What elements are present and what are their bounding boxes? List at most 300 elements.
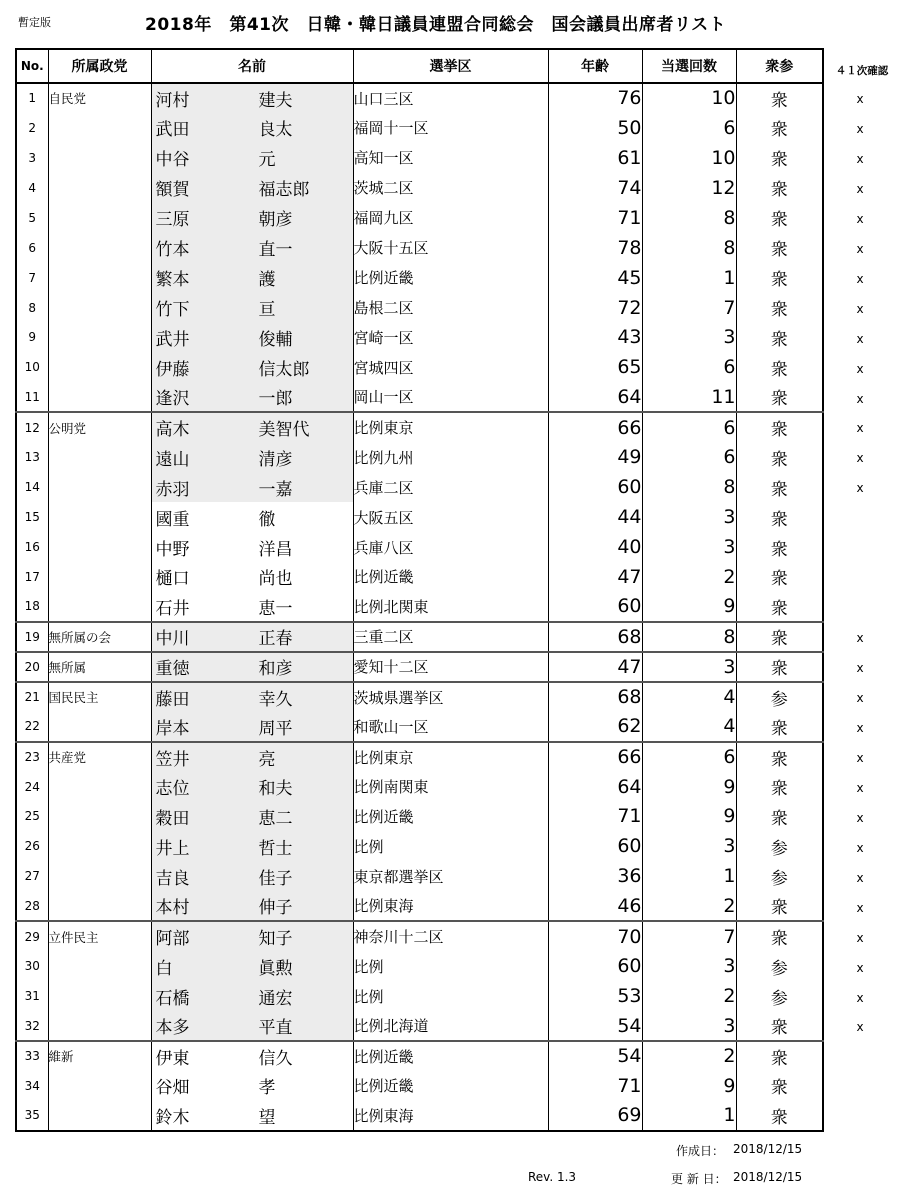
family-name: 本村	[155, 898, 190, 919]
family-name: 額賀	[155, 180, 190, 201]
family-name: 岸本	[155, 718, 190, 739]
name-cell	[151, 502, 353, 532]
times-elected-cell: 6	[642, 742, 736, 772]
check-mark: x	[856, 241, 864, 256]
row-number: 1	[16, 83, 48, 113]
house-cell: 衆	[736, 173, 823, 203]
age-cell: 46	[548, 891, 642, 921]
row-number: 14	[24, 480, 40, 495]
times-elected-cell: 10	[642, 143, 736, 173]
party-cell: 無所属の会	[48, 622, 151, 652]
family-name: 志位	[155, 779, 190, 800]
family-name: 鈴木	[155, 1107, 190, 1128]
district-cell: 比例近畿	[353, 1041, 548, 1071]
check-mark: x	[856, 750, 864, 765]
row-number: 12	[16, 412, 48, 442]
table-row	[16, 891, 823, 921]
house-cell: 衆	[736, 712, 823, 742]
age-cell: 66	[548, 412, 642, 442]
times-elected-cell: 1	[642, 1101, 736, 1131]
party-cell: 立件民主	[48, 921, 151, 951]
family-name: 伊藤	[155, 359, 190, 380]
house-cell: 衆	[736, 293, 823, 323]
district-cell: 大阪五区	[353, 502, 548, 532]
name-cell	[151, 742, 353, 772]
district-cell: 福岡十一区	[353, 113, 548, 143]
row-number: 7	[28, 270, 37, 285]
district-cell: 三重二区	[353, 622, 548, 652]
check-mark: x	[856, 451, 864, 466]
house-cell: 参	[736, 981, 823, 1011]
house-cell: 衆	[736, 113, 823, 143]
table-row	[16, 1101, 823, 1131]
name-cell	[151, 323, 353, 353]
given-name: 俊輔	[258, 329, 293, 350]
party-cell	[48, 1011, 151, 1041]
table-header-row	[16, 49, 823, 83]
times-elected-cell: 8	[642, 203, 736, 233]
table-row	[16, 562, 823, 592]
revision: Rev. 1.3	[528, 1170, 577, 1184]
table-row	[16, 263, 823, 293]
check-mark: x	[856, 780, 864, 795]
house-cell: 衆	[736, 143, 823, 173]
row-number: 17	[24, 569, 40, 584]
row-number: 19	[16, 622, 48, 652]
check-mark: x	[856, 181, 864, 196]
party-cell	[48, 592, 151, 622]
table-row	[16, 622, 823, 652]
row-number: 4	[28, 180, 37, 195]
family-name: 赤羽	[155, 479, 190, 500]
given-name: 信太郎	[258, 359, 310, 380]
given-name: 佳子	[258, 868, 293, 889]
given-name: 和夫	[258, 779, 293, 800]
check-mark: x	[856, 121, 864, 136]
name-cell	[151, 83, 353, 113]
family-name: 石橋	[155, 988, 190, 1009]
check-mark: x	[856, 361, 864, 376]
family-name: 中川	[155, 629, 190, 650]
table-row	[16, 742, 823, 772]
age-cell: 49	[548, 442, 642, 472]
age-cell: 60	[548, 951, 642, 981]
given-name: 哲士	[258, 838, 293, 859]
house-cell: 衆	[736, 233, 823, 263]
check-mark: x	[856, 481, 864, 496]
given-name: 尚也	[258, 569, 293, 590]
row-number: 18	[24, 599, 40, 614]
name-cell	[151, 951, 353, 981]
given-name: 眞勲	[258, 958, 293, 979]
party-cell	[48, 352, 151, 382]
age-cell: 76	[548, 83, 642, 113]
row-number: 22	[24, 719, 40, 734]
age-cell: 70	[548, 921, 642, 951]
district-cell: 比例南関東	[353, 772, 548, 802]
updated-label: 更 新 日：	[671, 1172, 727, 1186]
age-cell: 71	[548, 1071, 642, 1101]
family-name: 武田	[155, 120, 190, 141]
table-row	[16, 772, 823, 802]
family-name: 本多	[155, 1018, 190, 1039]
given-name: 護	[258, 270, 276, 291]
times-elected-cell: 3	[642, 502, 736, 532]
table-row	[16, 1011, 823, 1041]
party-cell	[48, 891, 151, 921]
times-elected-cell: 10	[642, 83, 736, 113]
house-cell: 参	[736, 861, 823, 891]
party-cell	[48, 1101, 151, 1131]
row-number: 33	[16, 1041, 48, 1071]
row-number: 35	[24, 1108, 40, 1123]
col-header-name: 名前	[151, 49, 353, 83]
district-cell: 高知一区	[353, 143, 548, 173]
family-name: 國重	[155, 509, 190, 530]
row-number: 32	[24, 1018, 40, 1033]
district-cell: 比例東京	[353, 742, 548, 772]
age-cell: 69	[548, 1101, 642, 1131]
name-cell	[151, 382, 353, 412]
party-cell	[48, 173, 151, 203]
given-name: 知子	[258, 929, 293, 950]
times-elected-cell: 6	[642, 352, 736, 382]
age-cell: 64	[548, 382, 642, 412]
house-cell: 衆	[736, 442, 823, 472]
name-cell	[151, 562, 353, 592]
house-cell: 衆	[736, 1041, 823, 1071]
age-cell: 66	[548, 742, 642, 772]
given-name: 朝彦	[258, 210, 293, 231]
name-cell	[151, 861, 353, 891]
house-cell: 衆	[736, 263, 823, 293]
table-row	[16, 442, 823, 472]
age-cell: 53	[548, 981, 642, 1011]
given-name: 信久	[258, 1048, 293, 1069]
check-mark: x	[856, 391, 864, 406]
given-name: 洋昌	[258, 539, 293, 560]
district-cell: 愛知十二区	[353, 652, 548, 682]
given-name: 福志郎	[258, 180, 310, 201]
district-cell: 比例九州	[353, 442, 548, 472]
row-number: 5	[28, 210, 37, 225]
name-cell	[151, 682, 353, 712]
col-header-house: 衆参	[736, 49, 823, 83]
age-cell: 78	[548, 233, 642, 263]
district-cell: 岡山一区	[353, 382, 548, 412]
table-row	[16, 412, 823, 442]
age-cell: 54	[548, 1041, 642, 1071]
party-cell	[48, 712, 151, 742]
given-name: 正春	[258, 629, 293, 650]
party-cell	[48, 831, 151, 861]
name-cell	[151, 772, 353, 802]
check-mark: x	[856, 720, 864, 735]
check-mark: x	[856, 810, 864, 825]
age-cell: 45	[548, 263, 642, 293]
name-cell	[151, 203, 353, 233]
age-cell: 40	[548, 532, 642, 562]
district-cell: 兵庫二区	[353, 472, 548, 502]
party-cell	[48, 442, 151, 472]
given-name: 恵二	[258, 808, 293, 829]
row-number: 24	[24, 779, 40, 794]
family-name: 笠井	[155, 749, 190, 770]
times-elected-cell: 8	[642, 472, 736, 502]
house-cell: 衆	[736, 562, 823, 592]
check-mark: x	[856, 331, 864, 346]
name-cell	[151, 622, 353, 652]
party-cell: 無所属	[48, 652, 151, 682]
age-cell: 36	[548, 861, 642, 891]
house-cell: 衆	[736, 652, 823, 682]
created-date: 2018/12/15	[733, 1142, 803, 1156]
age-cell: 60	[548, 472, 642, 502]
party-cell	[48, 472, 151, 502]
row-number: 26	[24, 839, 40, 854]
row-number: 31	[24, 989, 40, 1004]
district-cell: 比例東海	[353, 891, 548, 921]
name-cell	[151, 442, 353, 472]
table-row	[16, 233, 823, 263]
age-cell: 71	[548, 802, 642, 832]
party-cell	[48, 802, 151, 832]
party-cell: 共産党	[48, 742, 151, 772]
district-cell: 比例近畿	[353, 1071, 548, 1101]
table-row	[16, 203, 823, 233]
table-row	[16, 352, 823, 382]
district-cell: 島根二区	[353, 293, 548, 323]
times-elected-cell: 9	[642, 802, 736, 832]
times-elected-cell: 9	[642, 1071, 736, 1101]
given-name: 亮	[258, 749, 276, 770]
check-mark: x	[856, 211, 864, 226]
row-number: 27	[24, 869, 40, 884]
district-cell: 福岡九区	[353, 203, 548, 233]
party-cell: 公明党	[48, 412, 151, 442]
attendee-table	[15, 48, 824, 1132]
family-name: 伊東	[155, 1048, 190, 1069]
house-cell: 衆	[736, 352, 823, 382]
family-name: 白	[155, 958, 173, 979]
party-cell	[48, 562, 151, 592]
times-elected-cell: 2	[642, 891, 736, 921]
district-cell: 比例近畿	[353, 562, 548, 592]
table-row	[16, 382, 823, 412]
times-elected-cell: 6	[642, 412, 736, 442]
party-cell	[48, 323, 151, 353]
times-elected-cell: 1	[642, 263, 736, 293]
party-cell	[48, 772, 151, 802]
house-cell: 衆	[736, 502, 823, 532]
party-cell	[48, 203, 151, 233]
party-cell: 維新	[48, 1041, 151, 1071]
times-elected-cell: 8	[642, 622, 736, 652]
party-cell	[48, 293, 151, 323]
district-cell: 比例東京	[353, 412, 548, 442]
name-cell	[151, 352, 353, 382]
times-elected-cell: 7	[642, 293, 736, 323]
house-cell: 衆	[736, 802, 823, 832]
given-name: 良太	[258, 120, 293, 141]
age-cell: 60	[548, 592, 642, 622]
family-name: 樋口	[155, 569, 190, 590]
given-name: 和彦	[258, 659, 293, 680]
check-mark: x	[856, 271, 864, 286]
district-cell: 宮城四区	[353, 352, 548, 382]
house-cell: 参	[736, 682, 823, 712]
house-cell: 参	[736, 951, 823, 981]
check-mark: x	[856, 151, 864, 166]
family-name: 竹下	[155, 300, 190, 321]
district-cell: 茨城県選挙区	[353, 682, 548, 712]
name-cell	[151, 652, 353, 682]
times-elected-cell: 2	[642, 981, 736, 1011]
party-cell	[48, 263, 151, 293]
row-number: 11	[24, 389, 40, 404]
given-name: 直一	[258, 240, 293, 261]
table-row	[16, 532, 823, 562]
given-name: 美智代	[258, 420, 310, 441]
name-cell	[151, 472, 353, 502]
district-cell: 山口三区	[353, 83, 548, 113]
table-row	[16, 472, 823, 502]
house-cell: 衆	[736, 921, 823, 951]
table-row	[16, 712, 823, 742]
party-cell	[48, 382, 151, 412]
table-row	[16, 592, 823, 622]
family-name: 石井	[155, 598, 190, 619]
times-elected-cell: 3	[642, 1011, 736, 1041]
table-row	[16, 1071, 823, 1101]
table-row	[16, 802, 823, 832]
family-name: 河村	[155, 90, 190, 111]
district-cell: 比例近畿	[353, 802, 548, 832]
row-number: 34	[24, 1078, 40, 1093]
district-cell: 比例北関東	[353, 592, 548, 622]
district-cell: 比例北海道	[353, 1011, 548, 1041]
district-cell: 比例東海	[353, 1101, 548, 1131]
house-cell: 衆	[736, 83, 823, 113]
check-mark: x	[856, 301, 864, 316]
name-cell	[151, 592, 353, 622]
house-cell: 衆	[736, 772, 823, 802]
check-mark: x	[856, 930, 864, 945]
table-row	[16, 652, 823, 682]
party-cell	[48, 143, 151, 173]
given-name: 元	[258, 150, 276, 171]
party-cell	[48, 233, 151, 263]
check-mark: x	[856, 631, 864, 646]
times-elected-cell: 6	[642, 442, 736, 472]
name-cell	[151, 143, 353, 173]
house-cell: 衆	[736, 742, 823, 772]
district-cell: 東京都選挙区	[353, 861, 548, 891]
age-cell: 54	[548, 1011, 642, 1041]
row-number: 13	[24, 450, 40, 465]
house-cell: 衆	[736, 382, 823, 412]
table-row	[16, 83, 823, 113]
given-name: 清彦	[258, 449, 293, 470]
name-cell	[151, 921, 353, 951]
table-row	[16, 113, 823, 143]
given-name: 徹	[258, 509, 276, 530]
age-cell: 74	[548, 173, 642, 203]
row-number: 8	[28, 300, 37, 315]
age-cell: 44	[548, 502, 642, 532]
given-name: 孝	[258, 1078, 276, 1099]
name-cell	[151, 712, 353, 742]
house-cell: 衆	[736, 1011, 823, 1041]
family-name: 中野	[155, 539, 190, 560]
table-row	[16, 921, 823, 951]
family-name: 繁本	[155, 270, 190, 291]
times-elected-cell: 11	[642, 382, 736, 412]
check-mark: x	[856, 421, 864, 436]
party-cell	[48, 502, 151, 532]
name-cell	[151, 532, 353, 562]
given-name: 平直	[258, 1018, 293, 1039]
age-cell: 61	[548, 143, 642, 173]
age-cell: 64	[548, 772, 642, 802]
check-mark: x	[856, 870, 864, 885]
age-cell: 68	[548, 622, 642, 652]
name-cell	[151, 113, 353, 143]
row-number: 25	[24, 809, 40, 824]
times-elected-cell: 3	[642, 323, 736, 353]
table-row	[16, 951, 823, 981]
name-cell	[151, 802, 353, 832]
given-name: 建夫	[258, 90, 293, 111]
col-header-no: No.	[16, 49, 48, 83]
district-cell: 比例	[353, 951, 548, 981]
times-elected-cell: 7	[642, 921, 736, 951]
row-number: 20	[16, 652, 48, 682]
family-name: 谷畑	[155, 1078, 190, 1099]
row-number: 30	[24, 959, 40, 974]
district-cell: 比例	[353, 981, 548, 1011]
party-cell	[48, 113, 151, 143]
given-name: 亘	[258, 300, 276, 321]
row-number: 6	[28, 240, 37, 255]
times-elected-cell: 4	[642, 682, 736, 712]
family-name: 武井	[155, 329, 190, 350]
family-name: 井上	[155, 838, 190, 859]
page-title: 2018年 第41次 日韓・韓日議員連盟合同総会 国会議員出席者リスト	[145, 15, 727, 35]
name-cell	[151, 1101, 353, 1131]
family-name: 中谷	[155, 150, 190, 171]
table-row	[16, 323, 823, 353]
family-name: 遠山	[155, 449, 190, 470]
name-cell	[151, 891, 353, 921]
table-row	[16, 831, 823, 861]
col-header-age: 年齢	[548, 49, 642, 83]
check-mark: x	[856, 1020, 864, 1035]
age-cell: 60	[548, 831, 642, 861]
draft-label: 暫定版	[18, 16, 51, 29]
check-mark: x	[856, 990, 864, 1005]
age-cell: 72	[548, 293, 642, 323]
district-cell: 神奈川十二区	[353, 921, 548, 951]
given-name: 幸久	[258, 689, 293, 710]
row-number: 10	[24, 360, 40, 375]
district-cell: 比例近畿	[353, 263, 548, 293]
house-cell: 衆	[736, 1071, 823, 1101]
family-name: 穀田	[155, 808, 190, 829]
row-number: 29	[16, 921, 48, 951]
house-cell: 衆	[736, 1101, 823, 1131]
given-name: 通宏	[258, 988, 293, 1009]
